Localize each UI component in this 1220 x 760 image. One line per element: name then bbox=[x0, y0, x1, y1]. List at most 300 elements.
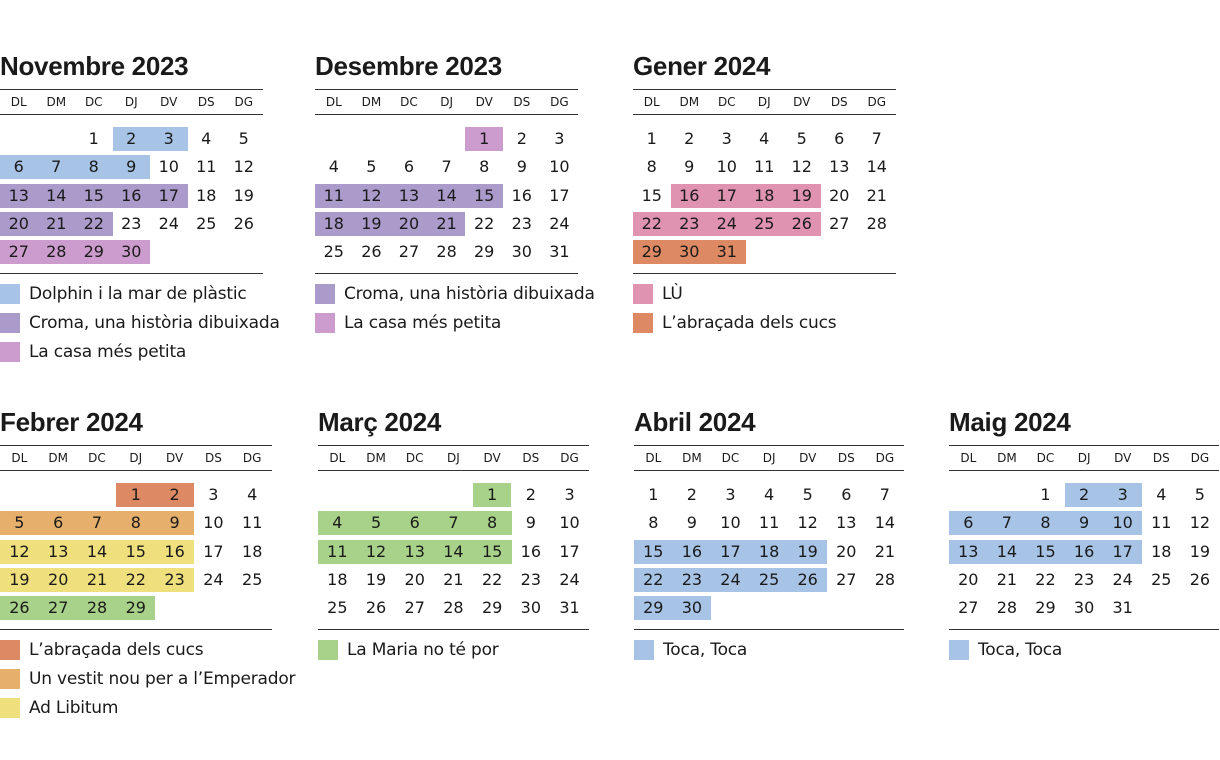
month-title: Maig 2024 bbox=[949, 407, 1071, 437]
day-number: 6 bbox=[409, 513, 420, 533]
day-number: 17 bbox=[559, 541, 580, 561]
day-number: 8 bbox=[648, 513, 659, 533]
day-number: 5 bbox=[238, 129, 249, 148]
day-number: 19 bbox=[1189, 541, 1211, 561]
divider bbox=[633, 273, 896, 274]
day-number: 28 bbox=[866, 213, 887, 233]
day-number: 10 bbox=[1112, 513, 1133, 533]
day-number: 4 bbox=[201, 129, 212, 148]
weekday-label: DV bbox=[1114, 451, 1132, 465]
month-title: Desembre 2023 bbox=[315, 51, 502, 81]
day-number: 2 bbox=[1079, 485, 1090, 504]
day-number: 20 bbox=[48, 569, 69, 589]
day-number: 14 bbox=[874, 513, 896, 533]
day-number: 25 bbox=[196, 213, 217, 233]
divider bbox=[318, 629, 589, 630]
day-number: 26 bbox=[1189, 569, 1211, 589]
day-number: 7 bbox=[441, 157, 452, 177]
weekday-label: DM bbox=[361, 95, 382, 109]
day-number: 4 bbox=[328, 157, 339, 177]
weekday-label: DG bbox=[550, 95, 569, 109]
day-number: 26 bbox=[9, 598, 30, 618]
legend-swatch bbox=[633, 313, 653, 333]
day-number: 24 bbox=[720, 569, 741, 589]
day-number: 19 bbox=[797, 541, 818, 561]
day-number: 26 bbox=[233, 213, 254, 233]
legend-label: Ad Libitum bbox=[29, 697, 119, 718]
divider bbox=[633, 114, 896, 115]
weekday-label: DJ bbox=[1077, 451, 1091, 465]
weekday-label: DG bbox=[242, 451, 262, 465]
day-number: 29 bbox=[1035, 598, 1056, 618]
day-number: 28 bbox=[874, 569, 896, 589]
day-number: 22 bbox=[481, 569, 503, 589]
legend-item bbox=[634, 639, 944, 661]
day-number: 29 bbox=[643, 598, 664, 618]
weekday-label: DM bbox=[48, 451, 68, 465]
day-number: 11 bbox=[754, 157, 775, 177]
weekday-label: DM bbox=[997, 451, 1017, 465]
legend-item bbox=[0, 668, 312, 690]
day-number: 24 bbox=[559, 569, 580, 589]
legend-item bbox=[633, 283, 936, 305]
month-title: Febrer 2024 bbox=[0, 407, 143, 437]
legend-item bbox=[0, 312, 303, 334]
day-number: 4 bbox=[759, 129, 770, 148]
day-number: 12 bbox=[1189, 513, 1211, 533]
legend-label: LÙ bbox=[662, 283, 683, 304]
weekday-label: DG bbox=[875, 451, 895, 465]
day-number: 29 bbox=[474, 242, 495, 262]
legend-swatch bbox=[315, 313, 335, 333]
weekday-label: DJ bbox=[440, 95, 453, 109]
day-number: 13 bbox=[398, 185, 420, 205]
legend-item bbox=[0, 639, 312, 661]
day-number: 12 bbox=[365, 541, 387, 561]
day-number: 14 bbox=[996, 541, 1018, 561]
day-number: 11 bbox=[758, 513, 780, 533]
divider bbox=[0, 114, 263, 115]
legend-item bbox=[0, 697, 312, 719]
divider bbox=[949, 470, 1219, 471]
day-number: 7 bbox=[1001, 513, 1012, 533]
weekday-label: DJ bbox=[124, 95, 138, 109]
legend-item bbox=[0, 283, 303, 305]
day-number: 30 bbox=[681, 598, 703, 618]
month-title: Març 2024 bbox=[318, 407, 442, 437]
day-number: 9 bbox=[1079, 513, 1090, 533]
day-number: 12 bbox=[361, 185, 382, 205]
day-number: 14 bbox=[46, 185, 67, 205]
day-number: 1 bbox=[646, 129, 657, 148]
day-number: 13 bbox=[958, 541, 979, 561]
day-number: 19 bbox=[791, 185, 812, 205]
day-number: 14 bbox=[86, 541, 108, 561]
day-number: 31 bbox=[716, 242, 737, 262]
month-title: Abril 2024 bbox=[634, 407, 756, 437]
day-number: 19 bbox=[233, 185, 254, 205]
day-number: 5 bbox=[802, 485, 813, 504]
day-number: 22 bbox=[1035, 569, 1056, 589]
day-number: 16 bbox=[681, 541, 703, 561]
day-number: 9 bbox=[684, 157, 695, 177]
day-number: 11 bbox=[196, 157, 217, 177]
day-number: 23 bbox=[121, 213, 142, 233]
day-number: 20 bbox=[829, 185, 850, 205]
day-number: 3 bbox=[163, 129, 174, 148]
day-number: 23 bbox=[164, 569, 185, 589]
weekday-label: DS bbox=[522, 451, 540, 465]
day-number: 3 bbox=[208, 485, 219, 504]
day-number: 15 bbox=[125, 541, 146, 561]
day-number: 4 bbox=[247, 485, 258, 504]
day-number: 6 bbox=[53, 513, 64, 533]
day-number: 17 bbox=[1112, 541, 1133, 561]
divider bbox=[315, 114, 578, 115]
weekday-label: DV bbox=[475, 95, 493, 109]
day-number: 6 bbox=[963, 513, 974, 533]
day-number: 10 bbox=[716, 157, 737, 177]
divider bbox=[0, 273, 263, 274]
day-number: 17 bbox=[549, 185, 570, 205]
month-title: Novembre 2023 bbox=[0, 51, 189, 81]
day-number: 28 bbox=[996, 598, 1018, 618]
day-number: 30 bbox=[121, 242, 142, 262]
day-number: 16 bbox=[121, 185, 142, 205]
day-number: 12 bbox=[233, 157, 254, 177]
weekday-label: DS bbox=[197, 95, 215, 109]
day-number: 25 bbox=[327, 598, 348, 618]
day-number: 8 bbox=[130, 513, 141, 533]
day-number: 31 bbox=[1112, 598, 1133, 618]
day-number: 4 bbox=[332, 513, 343, 533]
weekday-label: DC bbox=[1036, 451, 1055, 465]
weekday-label: DJ bbox=[757, 95, 771, 109]
day-number: 31 bbox=[549, 242, 570, 262]
legend-label: L’abraçada dels cucs bbox=[29, 639, 204, 660]
weekday-label: DG bbox=[1190, 451, 1210, 465]
day-number: 17 bbox=[158, 185, 179, 205]
weekday-label: DS bbox=[830, 95, 848, 109]
legend-swatch bbox=[0, 313, 20, 333]
day-number: 21 bbox=[443, 569, 464, 589]
day-number: 16 bbox=[164, 541, 185, 561]
day-number: 25 bbox=[242, 569, 263, 589]
day-number: 15 bbox=[481, 541, 503, 561]
day-number: 18 bbox=[242, 541, 263, 561]
day-number: 13 bbox=[829, 157, 850, 177]
day-number: 16 bbox=[679, 185, 700, 205]
day-number: 13 bbox=[8, 185, 29, 205]
weekday-label: DC bbox=[717, 95, 736, 109]
day-number: 24 bbox=[158, 213, 179, 233]
day-number: 18 bbox=[1151, 541, 1172, 561]
weekday-label: DS bbox=[204, 451, 222, 465]
day-number: 24 bbox=[203, 569, 224, 589]
day-number: 27 bbox=[958, 598, 979, 618]
legend-item bbox=[315, 312, 618, 334]
day-number: 21 bbox=[46, 213, 67, 233]
weekday-label: DL bbox=[643, 95, 660, 109]
day-number: 28 bbox=[46, 242, 67, 262]
day-number: 8 bbox=[479, 157, 490, 177]
legend-label: Croma, una història dibuixada bbox=[344, 283, 595, 304]
legend-label: La casa més petita bbox=[344, 312, 502, 333]
day-number: 6 bbox=[403, 157, 415, 177]
weekday-label: DV bbox=[160, 95, 178, 109]
day-number: 10 bbox=[158, 157, 179, 177]
weekday-label: DM bbox=[682, 451, 702, 465]
day-number: 23 bbox=[520, 569, 542, 589]
day-number: 1 bbox=[487, 485, 498, 504]
day-number: 30 bbox=[679, 242, 700, 262]
day-number: 8 bbox=[88, 157, 99, 177]
weekday-label: DL bbox=[10, 95, 27, 109]
day-number: 22 bbox=[83, 213, 104, 233]
divider bbox=[0, 89, 263, 90]
day-number: 9 bbox=[126, 157, 137, 177]
day-number: 15 bbox=[641, 185, 662, 205]
divider bbox=[318, 445, 589, 446]
day-number: 6 bbox=[834, 129, 845, 148]
legend-swatch bbox=[634, 640, 654, 660]
weekday-label: DG bbox=[560, 451, 579, 465]
day-number: 8 bbox=[1040, 513, 1051, 533]
weekday-label: DJ bbox=[762, 451, 776, 465]
divider bbox=[0, 470, 272, 471]
weekday-label: DG bbox=[234, 95, 254, 109]
day-number: 30 bbox=[1073, 598, 1095, 618]
day-number: 26 bbox=[361, 242, 382, 262]
day-number: 26 bbox=[365, 598, 387, 618]
day-number: 30 bbox=[520, 598, 542, 618]
day-number: 29 bbox=[481, 598, 503, 618]
day-number: 14 bbox=[443, 541, 464, 561]
day-number: 29 bbox=[83, 242, 104, 262]
weekday-label: DM bbox=[46, 95, 67, 109]
divider bbox=[0, 445, 272, 446]
day-number: 3 bbox=[554, 129, 565, 148]
weekday-label: DS bbox=[1152, 451, 1170, 465]
day-number: 13 bbox=[404, 541, 425, 561]
day-number: 24 bbox=[549, 213, 570, 233]
day-number: 28 bbox=[443, 598, 464, 618]
day-number: 20 bbox=[398, 213, 420, 233]
day-number: 1 bbox=[88, 129, 99, 148]
divider bbox=[949, 445, 1219, 446]
day-number: 21 bbox=[874, 541, 896, 561]
day-number: 22 bbox=[643, 569, 664, 589]
day-number: 15 bbox=[474, 185, 495, 205]
legend-label: Croma, una història dibuixada bbox=[29, 312, 280, 333]
day-number: 1 bbox=[479, 129, 490, 148]
day-number: 22 bbox=[641, 213, 662, 233]
day-number: 16 bbox=[1073, 541, 1095, 561]
weekday-label: DC bbox=[405, 451, 424, 465]
day-number: 9 bbox=[525, 513, 536, 533]
day-number: 2 bbox=[516, 129, 527, 148]
day-number: 7 bbox=[871, 129, 882, 148]
legend-label: La casa més petita bbox=[29, 341, 187, 362]
day-number: 10 bbox=[559, 513, 580, 533]
day-number: 5 bbox=[14, 513, 25, 533]
day-number: 11 bbox=[323, 185, 344, 205]
day-number: 7 bbox=[448, 513, 459, 533]
divider bbox=[633, 89, 896, 90]
weekday-label: DC bbox=[84, 95, 103, 109]
day-number: 9 bbox=[686, 513, 697, 533]
day-number: 9 bbox=[516, 157, 527, 177]
day-number: 12 bbox=[797, 513, 818, 533]
day-number: 10 bbox=[549, 157, 570, 177]
legend-label: La Maria no té por bbox=[347, 639, 499, 660]
day-number: 19 bbox=[365, 569, 387, 589]
legend-label: Toca, Toca bbox=[663, 639, 748, 660]
day-number: 19 bbox=[361, 213, 382, 233]
month-title: Gener 2024 bbox=[633, 51, 771, 81]
day-number: 13 bbox=[836, 513, 857, 533]
weekday-label: DM bbox=[679, 95, 700, 109]
weekday-label: DJ bbox=[447, 451, 460, 465]
day-number: 2 bbox=[525, 485, 536, 504]
weekday-label: DL bbox=[645, 451, 662, 465]
day-number: 2 bbox=[169, 485, 180, 504]
day-number: 27 bbox=[398, 242, 420, 262]
day-number: 27 bbox=[829, 213, 850, 233]
day-number: 1 bbox=[648, 485, 659, 504]
weekday-label: DG bbox=[867, 95, 887, 109]
day-number: 29 bbox=[125, 598, 146, 618]
day-number: 15 bbox=[1035, 541, 1056, 561]
day-number: 26 bbox=[791, 213, 812, 233]
day-number: 18 bbox=[754, 185, 775, 205]
weekday-label: DM bbox=[366, 451, 386, 465]
day-number: 18 bbox=[758, 541, 780, 561]
divider bbox=[315, 89, 578, 90]
legend-item bbox=[0, 341, 303, 363]
day-number: 25 bbox=[758, 569, 780, 589]
day-number: 15 bbox=[83, 185, 104, 205]
day-number: 18 bbox=[327, 569, 348, 589]
day-number: 23 bbox=[511, 213, 532, 233]
day-number: 11 bbox=[242, 513, 263, 533]
day-number: 20 bbox=[836, 541, 857, 561]
weekday-label: DV bbox=[799, 451, 817, 465]
day-number: 4 bbox=[764, 485, 775, 504]
weekday-label: DS bbox=[837, 451, 855, 465]
legend-swatch bbox=[318, 640, 338, 660]
day-number: 27 bbox=[404, 598, 425, 618]
divider bbox=[634, 445, 904, 446]
day-number: 3 bbox=[721, 129, 732, 148]
weekday-label: DJ bbox=[129, 451, 143, 465]
day-number: 28 bbox=[436, 242, 457, 262]
day-number: 13 bbox=[48, 541, 69, 561]
weekday-label: DL bbox=[325, 95, 342, 109]
day-number: 1 bbox=[1040, 485, 1051, 504]
legend-label: L’abraçada dels cucs bbox=[662, 312, 837, 333]
day-number: 14 bbox=[436, 185, 457, 205]
legend-swatch bbox=[0, 640, 20, 660]
day-number: 20 bbox=[8, 213, 29, 233]
day-number: 5 bbox=[370, 513, 382, 533]
legend-swatch bbox=[949, 640, 969, 660]
day-number: 8 bbox=[487, 513, 498, 533]
day-number: 27 bbox=[836, 569, 857, 589]
day-number: 21 bbox=[436, 213, 457, 233]
day-number: 29 bbox=[641, 242, 662, 262]
day-number: 12 bbox=[791, 157, 812, 177]
day-number: 23 bbox=[681, 569, 703, 589]
day-number: 20 bbox=[404, 569, 425, 589]
day-number: 30 bbox=[511, 242, 532, 262]
day-number: 21 bbox=[996, 569, 1018, 589]
divider bbox=[0, 629, 272, 630]
day-number: 21 bbox=[86, 569, 108, 589]
day-number: 23 bbox=[679, 213, 700, 233]
legend-swatch bbox=[0, 669, 20, 689]
day-number: 11 bbox=[1151, 513, 1172, 533]
day-number: 2 bbox=[126, 129, 137, 148]
divider bbox=[634, 470, 904, 471]
weekday-label: DC bbox=[400, 95, 418, 109]
day-number: 19 bbox=[9, 569, 30, 589]
legend-swatch bbox=[633, 284, 653, 304]
day-number: 6 bbox=[841, 485, 852, 504]
day-number: 24 bbox=[716, 213, 737, 233]
weekday-label: DS bbox=[513, 95, 531, 109]
day-number: 3 bbox=[564, 485, 575, 504]
legend-label: Toca, Toca bbox=[978, 639, 1063, 660]
day-number: 25 bbox=[754, 213, 775, 233]
day-number: 7 bbox=[879, 485, 890, 504]
weekday-label: DL bbox=[329, 451, 346, 465]
weekday-label: DL bbox=[11, 451, 28, 465]
legend-swatch bbox=[0, 342, 20, 362]
day-number: 5 bbox=[1194, 485, 1205, 504]
day-number: 10 bbox=[720, 513, 741, 533]
weekday-label: DV bbox=[483, 451, 501, 465]
day-number: 27 bbox=[48, 598, 69, 618]
weekday-label: DV bbox=[165, 451, 184, 465]
day-number: 5 bbox=[796, 129, 807, 148]
day-number: 23 bbox=[1073, 569, 1095, 589]
day-number: 16 bbox=[511, 185, 532, 205]
divider bbox=[949, 629, 1219, 630]
legend-swatch bbox=[315, 284, 335, 304]
day-number: 3 bbox=[1117, 485, 1128, 504]
day-number: 7 bbox=[51, 157, 62, 177]
legend-label: Un vestit nou per a l’Emperador bbox=[29, 668, 296, 689]
day-number: 21 bbox=[866, 185, 887, 205]
day-number: 1 bbox=[130, 485, 141, 504]
day-number: 31 bbox=[559, 598, 580, 618]
day-number: 16 bbox=[520, 541, 542, 561]
day-number: 17 bbox=[203, 541, 224, 561]
weekday-label: DC bbox=[88, 451, 106, 465]
day-number: 18 bbox=[323, 213, 344, 233]
divider bbox=[634, 629, 904, 630]
day-number: 24 bbox=[1112, 569, 1133, 589]
weekday-label: DC bbox=[721, 451, 740, 465]
day-number: 10 bbox=[203, 513, 224, 533]
day-number: 15 bbox=[643, 541, 664, 561]
weekday-label: DL bbox=[960, 451, 977, 465]
legend-swatch bbox=[0, 284, 20, 304]
legend-item bbox=[318, 639, 629, 661]
day-number: 11 bbox=[327, 541, 348, 561]
day-number: 8 bbox=[646, 157, 657, 177]
